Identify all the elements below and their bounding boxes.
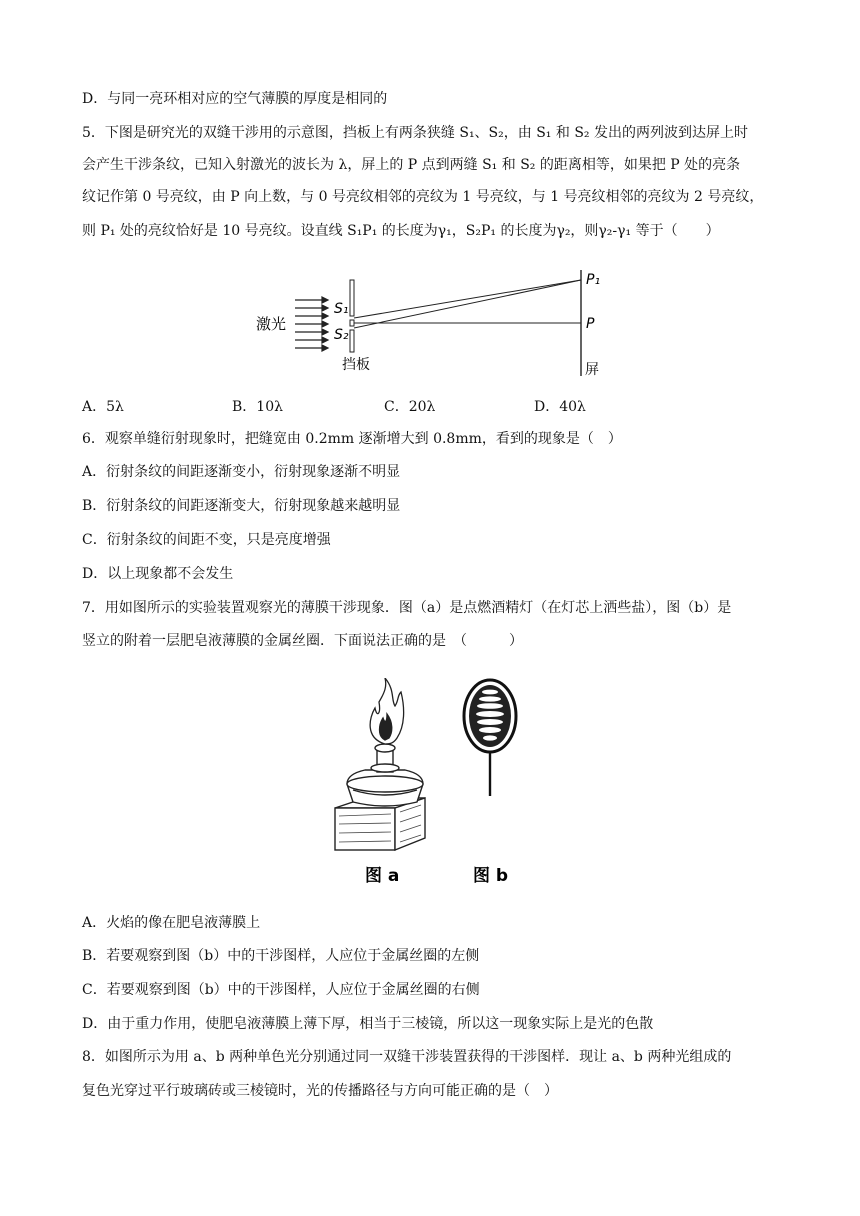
p1-label: P₁ — [586, 272, 601, 288]
q8-stem-line-1: 8．如图所示为用 a、b 两种单色光分别通过同一双缝干涉装置获得的干涉图样．现让 a、b 两种光组成的 — [82, 1049, 732, 1065]
q5-choice-b: B．10λ — [232, 399, 283, 415]
q5-choices — [82, 396, 762, 416]
laser-arrows — [295, 297, 328, 351]
q5-choice-c: C．20λ — [384, 399, 436, 415]
double-slit-diagram — [250, 268, 620, 383]
q8-stem-line-2: 复色光穿过平行玻璃砖或三棱镜时，光的传播路径与方向可能正确的是（ ） — [82, 1083, 558, 1099]
flame-icon — [370, 678, 404, 744]
label-a: 图 a — [365, 866, 400, 886]
q7-option-a: A．火焰的像在肥皂液薄膜上 — [82, 915, 261, 931]
screen-label: 屏 — [585, 362, 599, 378]
soap-film-ring — [464, 680, 516, 796]
q7-option-c: C．若要观察到图（b）中的干涉图样，人应位于金属丝圈的右侧 — [82, 982, 480, 998]
q6-option-a: A．衍射条纹的间距逐渐变小，衍射现象逐渐不明显 — [82, 464, 401, 480]
baffle — [350, 280, 354, 352]
q4-option-d: D．与同一亮环相对应的空气薄膜的厚度是相同的 — [82, 91, 388, 107]
q5-choice-a: A．5λ — [82, 399, 124, 415]
q7-stem-line-2: 竖立的附着一层肥皂液薄膜的金属丝圈．下面说法正确的是 （ ） — [82, 633, 523, 649]
q6-option-b: B．衍射条纹的间距逐渐变大，衍射现象越来越明显 — [82, 498, 401, 514]
q5-stem-line-1: 5．下图是研究光的双缝干涉用的示意图，挡板上有两条狭缝 S₁、S₂，由 S₁ 和 S₂ 发出的两列波到达屏上时 — [82, 125, 748, 141]
q6-stem: 6．观察单缝衍射现象时，把缝宽由 0.2mm 逐渐增大到 0.8mm，看到的现象是（ ） — [82, 431, 622, 447]
q5-stem-line-3: 纹记作第 0 号亮纹，由 P 向上数，与 0 号亮纹相邻的亮纹为 1 号亮纹，与 1 号亮纹相邻的亮纹为 2 号亮纹， — [82, 189, 764, 205]
p-label: P — [586, 316, 595, 332]
laser-label: 激光 — [256, 315, 287, 333]
q6-option-d: D．以上现象都不会发生 — [82, 566, 234, 582]
soap-film-figure — [325, 678, 535, 890]
q5-choice-d: D．40λ — [534, 399, 586, 415]
alcohol-lamp-icon — [347, 744, 423, 806]
q5-stem-line-4: 则 P₁ 处的亮纹恰好是 10 号亮纹。设直线 S₁P₁ 的长度为γ₁，S₂P₁ 的长度为γ₂，则γ₂-γ₁ 等于（ ） — [82, 223, 720, 239]
q6-option-c: C．衍射条纹的间距不变，只是亮度增强 — [82, 532, 331, 548]
q5-stem-line-2: 会产生干涉条纹，已知入射激光的波长为 λ，屏上的 P 点到两缝 S₁ 和 S₂ 的距离相等，如果把 P 处的亮条 — [82, 157, 741, 173]
path-lines — [354, 280, 581, 328]
s1-label: S₁ — [334, 301, 349, 317]
q7-stem-line-1: 7．用如图所示的实验装置观察光的薄膜干涉现象．图（a）是点燃酒精灯（在灯芯上洒些盐），图（b）是 — [82, 600, 732, 616]
q7-option-d: D．由于重力作用，使肥皂液薄膜上薄下厚，相当于三棱镜，所以这一现象实际上是光的色散 — [82, 1016, 654, 1032]
q7-option-b: B．若要观察到图（b）中的干涉图样，人应位于金属丝圈的左侧 — [82, 948, 480, 964]
label-b: 图 b — [473, 866, 509, 886]
s2-label: S₂ — [334, 327, 349, 343]
baffle-label: 挡板 — [342, 357, 370, 373]
